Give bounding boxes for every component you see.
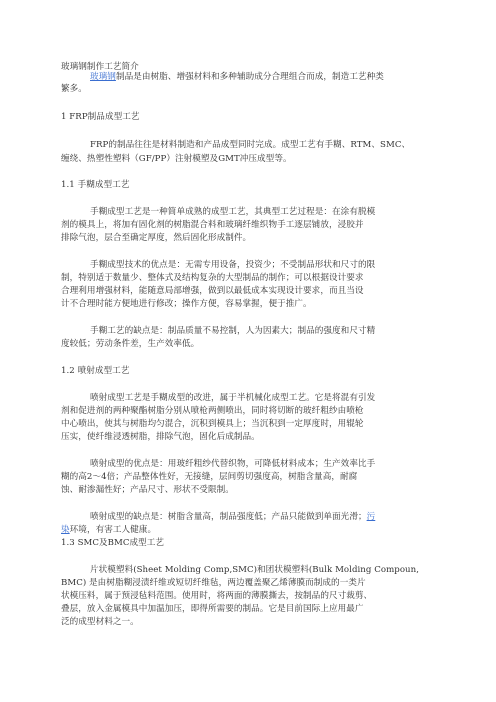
paragraph-line: 合理利用增强材料，能随意局部增强，做到以最低成本实现设计要求，而且当设 <box>61 286 364 296</box>
heading-1-3: 1.3 SMC及BMC成型工艺 <box>61 538 165 548</box>
paragraph-line: 染环境，有害工人健康。 <box>61 525 157 535</box>
paragraph-line: 排除气泡，层合至确定厚度，然后固化形成制件。 <box>61 233 252 243</box>
paragraph-line: 叠层，放入金属模具中加温加压，即得所需要的制品。它是目前国际上应用最广 <box>61 604 364 614</box>
paragraph-line: BMC) 是由树脂糊浸渍纤维或短切纤维毡，两边覆盖聚乙烯薄膜而制成的一类片 <box>61 578 366 588</box>
paragraph-line: 喷射成型工艺是手糊成型的改进，属于半机械化成型工艺。它是将混有引发 <box>90 393 376 403</box>
doc-title: 玻璃钢制作工艺简介 <box>61 62 139 72</box>
paragraph-line: 蚀、耐渗漏性好；产品尺寸、形状不受限制。 <box>61 485 234 495</box>
heading-1-1: 1.1 手糊成型工艺 <box>61 180 130 190</box>
intro-line-1: 玻璃钢制品是由树脂、增强材料和多种辅助成分合理组合而成，制造工艺种类 <box>90 72 384 82</box>
paragraph-line: 泛的成型材料之一。 <box>61 617 139 627</box>
paragraph-line: 剂的模具上，将加有固化剂的树脂混合料和玻璃纤维织物手工逐层铺放，浸胶并 <box>61 220 364 230</box>
pollution-link-part1[interactable]: 污 <box>366 512 376 522</box>
paragraph-line: 手糊成型技术的优点是：无需专用设备，投资少；不受制品形状和尺寸的限 <box>90 260 376 270</box>
pollution-link-part2[interactable]: 染 <box>61 525 70 535</box>
paragraph-line: 计不合理时能方便地进行修改；操作方便，容易掌握，便于推广。 <box>61 299 312 309</box>
paragraph-line: 片状模塑料(Sheet Molding Comp,SMC)和团状模塑料(Bulk Molding Compoun, <box>90 565 420 575</box>
paragraph-line: 状模压料，属于预浸毡料范围。使用时，将两面的薄膜撕去，按制品的尺寸裁剪、 <box>61 591 373 601</box>
paragraph-line: 喷射成型的优点是：用玻纤粗纱代替织物，可降低材料成本；生产效率比手 <box>90 459 376 469</box>
paragraph-line: 制，特别适于数量少、整体式及结构复杂的大型制品的制作；可以根据设计要求 <box>61 273 364 283</box>
paragraph-line: 手糊成型工艺是一种简单成熟的成型工艺，其典型工艺过程是：在涂有脱模 <box>90 207 376 217</box>
heading-1: 1 FRP制品成型工艺 <box>61 112 140 122</box>
heading-1-2: 1.2 喷射成型工艺 <box>61 366 130 376</box>
intro-line-2: 繁多。 <box>61 84 87 94</box>
paragraph-line: 中心喷出，使其与树脂均匀混合，沉积到模具上；当沉积到一定厚度时，用辊轮 <box>61 419 364 429</box>
paragraph-line: 压实，使纤维浸透树脂，排除气泡，固化后成制品。 <box>61 432 260 442</box>
paragraph-line: 剂和促进剂的两种聚酯树脂分别从喷枪两侧喷出，同时将切断的玻纤粗纱由喷枪 <box>61 406 364 416</box>
paragraph-line: 缠绕、热塑性塑料（GF/PP）注射模塑及GMT冲压成型等。 <box>61 154 292 164</box>
paragraph-line: FRP的制品往往是材料制造和产品成型同时完成。成型工艺有手糊、RTM、SMC、 <box>90 140 411 150</box>
paragraph-line: 喷射成型的缺点是：树脂含量高，制品强度低；产品只能做到单面光滑；污 <box>90 512 376 522</box>
paragraph-line: 手糊工艺的缺点是：制品质量不易控制，人为因素大；制品的强度和尺寸精 <box>90 326 376 336</box>
fiberglass-link[interactable]: 玻璃钢 <box>90 72 116 82</box>
paragraph-line: 度较低；劳动条件差，生产效率低。 <box>61 339 200 349</box>
paragraph-line: 糊的高2～4倍；产品整体性好，无接缝，层间剪切强度高，树脂含量高，耐腐 <box>61 472 358 482</box>
